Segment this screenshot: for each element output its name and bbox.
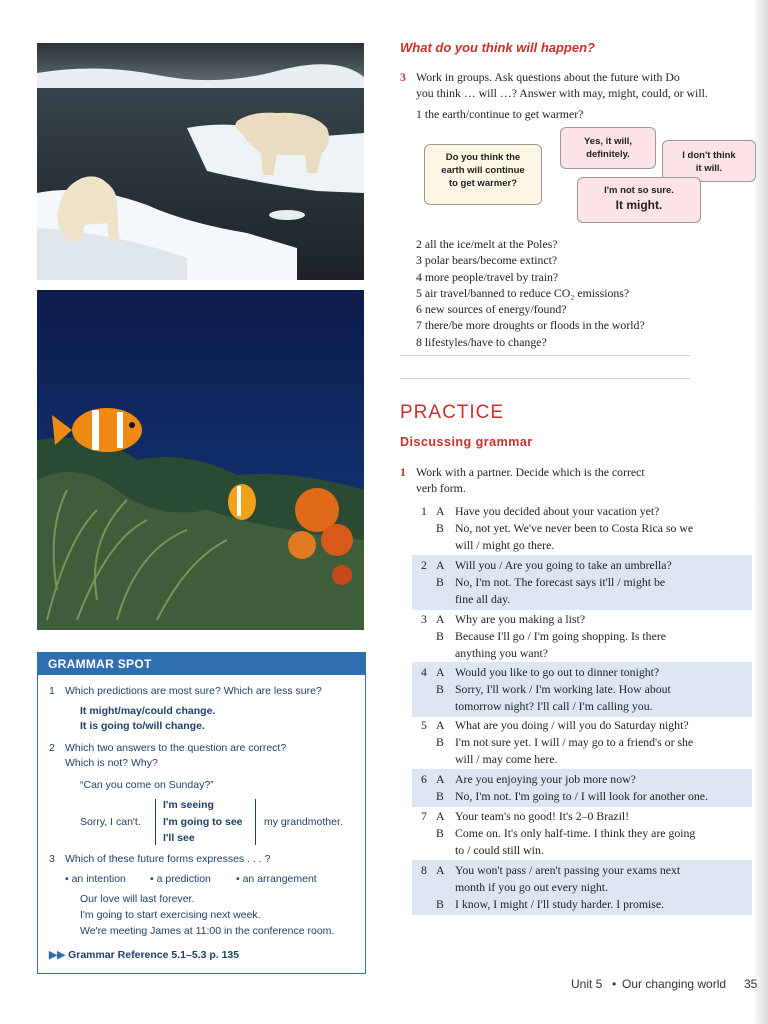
bubble-yes-line2: definitely. — [586, 149, 630, 160]
speaker-b: B — [436, 826, 444, 840]
speaker-b: B — [436, 575, 444, 589]
item-5: 5 air travel/banned to reduce CO₂ emissions? — [416, 286, 630, 300]
gs-q2-opt-2: I'm going to see — [163, 816, 243, 828]
gs-q2-right: my grandmother. — [264, 816, 343, 828]
double-arrow-icon: ▶▶ — [49, 949, 66, 961]
speaker-a: A — [436, 665, 445, 679]
speaker-b: B — [436, 735, 444, 749]
grammar-reference-link[interactable] — [49, 949, 239, 961]
bubble-question-line3: to get warmer? — [448, 178, 518, 189]
bubble-yes — [560, 127, 656, 169]
dialogue-line: What are you doing / will you do Saturday night? — [455, 718, 689, 732]
footer-unit: Unit 5 — [571, 977, 603, 991]
gs-q2-number: 2 — [49, 742, 55, 754]
dialogue-line: I know, I might / I'll study harder. I promise. — [455, 897, 665, 911]
dialogue-line: will / may come here. — [455, 752, 558, 766]
gs-q3-opt-2-text: a prediction — [156, 873, 211, 885]
speaker-a: A — [436, 772, 445, 786]
dialogue-number: 4 — [421, 665, 427, 679]
dialogue-number: 1 — [421, 504, 427, 518]
gs-q1-number: 1 — [49, 685, 55, 697]
dialogue-line: Why are you making a list? — [455, 612, 586, 626]
item-3: 3 polar bears/become extinct? — [416, 253, 558, 267]
bubble-question-line2: earth will continue — [441, 165, 525, 176]
dialogue-line: Sorry, I'll work / I'm working late. How about — [455, 682, 671, 696]
polar-bears-photo — [37, 43, 364, 280]
speaker-a: A — [436, 504, 445, 518]
gs-q2-opt-3: I'll see — [163, 832, 195, 844]
dialogue-number: 3 — [421, 612, 427, 626]
speaker-b: B — [436, 897, 444, 911]
divider-2 — [400, 378, 690, 379]
gs-divider-right — [255, 799, 256, 845]
dialogue-line: fine all day. — [455, 592, 511, 606]
speaker-b: B — [436, 521, 444, 535]
dialogue-line: Have you decided about your vacation yet? — [455, 504, 660, 518]
practice-heading: PRACTICE — [400, 402, 505, 423]
gs-q3-example-3: We're meeting James at 11:00 in the conference room. — [80, 925, 335, 937]
dialogue-line: No, not yet. We've never been to Costa Rica so we — [455, 521, 694, 535]
dialogue-line: Because I'll go / I'm going shopping. Is there — [455, 629, 666, 643]
speaker-b: B — [436, 682, 444, 696]
footer-bullet: • — [612, 977, 617, 991]
item-2: 2 all the ice/melt at the Poles? — [416, 237, 558, 251]
gs-q2-opt-1: I'm seeing — [163, 799, 214, 811]
dialogue-line: will / might go there. — [455, 538, 555, 552]
gs-divider-left — [155, 799, 156, 845]
speaker-a: A — [436, 718, 445, 732]
gs-q3-opt-3: • an arrangement — [236, 873, 317, 885]
bubble-question-line1: Do you think the — [445, 152, 521, 163]
bubble-not-sure-line2: It might. — [615, 198, 663, 212]
example-item-1: 1 the earth/continue to get warmer? — [416, 107, 584, 121]
gs-q3-opt-1: • an intention — [65, 873, 126, 885]
dialogue-line: Your team's no good! It's 2–0 Brazil! — [455, 809, 630, 823]
section-heading: What do you think will happen? — [400, 40, 595, 55]
grammar-spot-title: GRAMMAR SPOT — [38, 653, 365, 675]
dialogue-line: anything you want? — [455, 646, 549, 660]
speaker-a: A — [436, 612, 445, 626]
gs-q3-example-1: Our love will last forever. — [80, 893, 195, 905]
dialogue-line: Come on. It's only half-time. I think they are going — [455, 826, 696, 840]
item-6: 6 new sources of energy/found? — [416, 302, 567, 316]
item-8: 8 lifestyles/have to change? — [416, 335, 547, 349]
gs-q3-number: 3 — [49, 853, 55, 865]
footer-title: Our changing world — [622, 977, 727, 991]
bubble-no-line2: it will. — [695, 163, 723, 174]
bubble-not-sure-line1: I'm not so sure. — [604, 185, 674, 196]
dialogue-line: tomorrow night? I'll call / I'm calling you. — [455, 699, 653, 713]
dialogue-number: 7 — [421, 809, 427, 823]
gs-q3-opt-3-text: an arrangement — [242, 873, 317, 885]
dialogue-number: 2 — [421, 558, 427, 572]
grammar-reference-text: Grammar Reference 5.1–5.3 p. 135 — [68, 949, 240, 961]
page-number: 35 — [744, 977, 758, 991]
task-1-number: 1 — [400, 465, 406, 479]
task-3-line1: Work in groups. Ask questions about the future with Do — [416, 70, 680, 84]
gs-q1-example-1: It might/may/could change. — [80, 705, 216, 717]
speaker-b: B — [436, 789, 444, 803]
dialogue-line: Would you like to go out to dinner tonight? — [455, 665, 660, 679]
dialogue-line: No, I'm not. The forecast says it'll / might be — [455, 575, 666, 589]
dialogue-number: 8 — [421, 863, 427, 877]
gs-q2-line2: Which is not? Why? — [65, 757, 158, 769]
dialogue-line: No, I'm not. I'm going to / I will look for another one. — [455, 789, 708, 803]
divider-1 — [400, 355, 690, 356]
bubble-no-line1: I don't think — [682, 150, 736, 161]
gs-q1: Which predictions are most sure? Which are less sure? — [65, 685, 322, 697]
gs-q3-opt-2: • a prediction — [150, 873, 211, 885]
dialogue-line: Will you / Are you going to take an umbrella? — [455, 558, 672, 572]
bubble-question — [424, 144, 542, 205]
task-1-line2: verb form. — [416, 481, 466, 495]
gs-q2-quote: “Can you come on Sunday?” — [80, 779, 214, 791]
dialogue-line: Are you enjoying your job more now? — [455, 772, 636, 786]
bubble-no — [662, 140, 756, 182]
dialogue-line: to / could still win. — [455, 843, 544, 857]
coral-reef-photo — [37, 290, 364, 630]
task-1-line1: Work with a partner. Decide which is the correct — [416, 465, 645, 479]
speaker-b: B — [436, 629, 444, 643]
gs-q3-example-2: I'm going to start exercising next week. — [80, 909, 261, 921]
speaker-a: A — [436, 863, 445, 877]
task-3-line2: you think … will …? Answer with may, might, could, or will. — [416, 86, 708, 100]
bubble-not-sure — [577, 177, 701, 223]
gs-q2-left: Sorry, I can't. — [80, 816, 141, 828]
dialogue-line: You won't pass / aren't passing your exams next — [455, 863, 681, 877]
dialogue-number: 5 — [421, 718, 427, 732]
speaker-a: A — [436, 809, 445, 823]
task-3-number: 3 — [400, 70, 406, 84]
item-7: 7 there/be more droughts or floods in the world? — [416, 318, 645, 332]
speaker-a: A — [436, 558, 445, 572]
practice-subheading: Discussing grammar — [400, 435, 533, 449]
item-4: 4 more people/travel by train? — [416, 270, 559, 284]
bubble-yes-line1: Yes, it will, — [583, 136, 633, 147]
dialogue-line: I'm not sure yet. I will / may go to a friend's or she — [455, 735, 694, 749]
gs-q1-example-2: It is going to/will change. — [80, 720, 205, 732]
gs-q2-line1: Which two answers to the question are correct? — [65, 742, 287, 754]
dialogue-line: month if you go out every night. — [455, 880, 609, 894]
dialogue-number: 6 — [421, 772, 427, 786]
gs-q3: Which of these future forms expresses . . . ? — [65, 853, 271, 865]
gs-q3-opt-1-text: an intention — [71, 873, 126, 885]
